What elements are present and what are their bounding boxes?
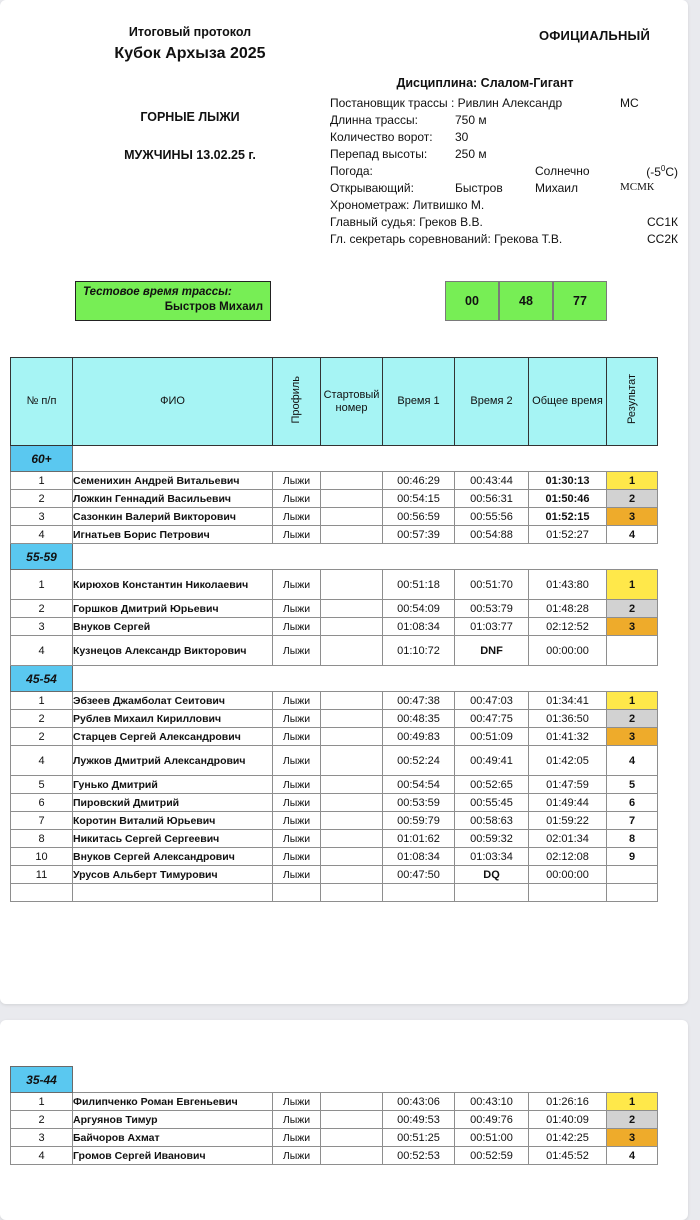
table-row[interactable] [11,746,658,776]
info-label: Постановщик трассы : Ривлин Александр [330,96,563,110]
cell-start-number [321,490,383,508]
col-header-time-1: Время 1 [383,358,455,446]
cell-fio: Старцев Сергей Александрович [73,728,273,746]
cell-start-number [321,884,383,902]
cell-fio: Ложкин Геннадий Васильевич [73,490,273,508]
cell-fio: Сазонкин Валерий Викторович [73,508,273,526]
cell-total-time: 01:45:52 [529,1147,607,1165]
cell-number: 4 [11,1147,73,1165]
cell-time-2: 00:51:00 [455,1129,529,1147]
cell-total-time: 01:34:41 [529,692,607,710]
cell-time-2: 00:55:56 [455,508,529,526]
cell-number: 2 [11,728,73,746]
cell-total-time: 00:00:00 [529,866,607,884]
info-label: Главный судья: Греков В.В. [330,215,483,229]
cell-time-2: 00:43:44 [455,472,529,490]
cell-fio: Байчоров Ахмат [73,1129,273,1147]
results-table-page-1 [10,357,658,902]
cell-time-2: 00:43:10 [455,1093,529,1111]
info-label: Погода: [330,164,373,178]
info-label: Открывающий: [330,181,414,195]
cell-total-time: 01:48:28 [529,600,607,618]
cell-total-time: 01:41:32 [529,728,607,746]
cell-start-number [321,508,383,526]
cell-time-2: 01:03:77 [455,618,529,636]
cell-number [11,884,73,902]
cell-start-number [321,728,383,746]
cell-total-time: 01:42:25 [529,1129,607,1147]
cell-time-1: 01:08:34 [383,618,455,636]
cell-fio: Громов Сергей Иванович [73,1147,273,1165]
cell-result [607,884,658,902]
cell-fio: Коротин Виталий Юрьевич [73,812,273,830]
cell-result: 2 [607,490,658,508]
cell-fio: Внуков Сергей [73,618,273,636]
cell-time-2: 00:54:88 [455,526,529,544]
cell-time-1: 00:52:53 [383,1147,455,1165]
cell-time-1: 00:56:59 [383,508,455,526]
cell-start-number [321,618,383,636]
cell-time-2: 00:52:65 [455,776,529,794]
cell-time-2: 01:03:34 [455,848,529,866]
cell-result: 5 [607,776,658,794]
cell-time-2: 00:51:70 [455,570,529,600]
info-value: Быстров [455,181,503,195]
cell-profile: Лыжи [273,490,321,508]
cell-time-1: 00:49:83 [383,728,455,746]
event-info-row [330,113,678,130]
cell-total-time: 01:43:80 [529,570,607,600]
table-row[interactable] [11,884,658,902]
cell-total-time: 02:01:34 [529,830,607,848]
cell-start-number [321,830,383,848]
cell-profile: Лыжи [273,1147,321,1165]
cell-fio: Никитась Сергей Сергеевич [73,830,273,848]
cell-start-number [321,692,383,710]
cell-fio: Семенихин Андрей Витальевич [73,472,273,490]
table-row[interactable] [11,692,658,710]
cell-time-1: 00:46:29 [383,472,455,490]
info-code: МС [620,96,639,110]
cell-time-1: 00:54:09 [383,600,455,618]
col-header-time-2: Время 2 [455,358,529,446]
cell-time-2: 00:56:31 [455,490,529,508]
table-row[interactable] [11,472,658,490]
cell-start-number [321,746,383,776]
info-value-2: Михаил [535,181,578,195]
category-row [11,1067,658,1093]
cell-number: 10 [11,848,73,866]
cell-total-time: 01:47:59 [529,776,607,794]
cell-result: 3 [607,728,658,746]
table-row[interactable] [11,710,658,728]
cell-profile: Лыжи [273,600,321,618]
cell-profile: Лыжи [273,1093,321,1111]
event-info-row [330,164,678,181]
cell-profile: Лыжи [273,526,321,544]
cell-profile: Лыжи [273,830,321,848]
cell-result: 2 [607,600,658,618]
cell-number: 4 [11,746,73,776]
category-label: 55-59 [11,544,73,570]
cell-time-2: 00:49:76 [455,1111,529,1129]
table-row[interactable] [11,508,658,526]
cell-result: 1 [607,692,658,710]
cell-number: 3 [11,508,73,526]
info-code: МСМК [620,181,655,193]
info-code: СС2К [647,232,678,246]
cell-total-time: 00:00:00 [529,636,607,666]
cell-result: 4 [607,526,658,544]
cell-number: 6 [11,794,73,812]
cell-result: 2 [607,710,658,728]
cell-result: 9 [607,848,658,866]
event-title: Кубок Архыза 2025 [114,45,266,62]
cell-start-number [321,600,383,618]
cell-number: 2 [11,1111,73,1129]
cell-time-1: 00:43:06 [383,1093,455,1111]
cell-profile: Лыжи [273,710,321,728]
table-row[interactable] [11,848,658,866]
table-header-row [11,358,658,446]
cell-result: 4 [607,1147,658,1165]
info-code: $(-5^0С)$ [646,164,678,179]
cell-time-1: 00:59:79 [383,812,455,830]
cell-time-1: 00:54:54 [383,776,455,794]
event-info-row [330,232,678,249]
cell-fio: Пировский Дмитрий [73,794,273,812]
cell-start-number [321,848,383,866]
cell-time-2: 00:49:41 [455,746,529,776]
cell-time-1: 00:57:39 [383,526,455,544]
cell-total-time: 02:12:08 [529,848,607,866]
table-row[interactable] [11,776,658,794]
table-row[interactable] [11,570,658,600]
test-time-cell: 77 [553,281,607,321]
table-row[interactable] [11,636,658,666]
cell-fio: Рублев Михаил Кириллович [73,710,273,728]
event-info-row [330,198,678,215]
cell-fio: Кузнецов Александр Викторович [73,636,273,666]
cell-start-number [321,776,383,794]
cell-number: 2 [11,490,73,508]
cell-time-2: 00:58:63 [455,812,529,830]
info-label: Гл. секретарь соревнований: Грекова Т.В. [330,232,563,246]
cell-time-2: 00:52:59 [455,1147,529,1165]
info-label: Перепад высоты: [330,147,428,161]
cell-profile: Лыжи [273,570,321,600]
cell-start-number [321,472,383,490]
test-time-cell: 00 [445,281,499,321]
cell-total-time: 01:49:44 [529,794,607,812]
cell-fio: Эбзеев Джамболат Сеитович [73,692,273,710]
info-value: 250 м [455,147,487,161]
cell-result: 1 [607,570,658,600]
discipline-label: Дисциплина: Слалом-Гигант [396,76,574,90]
cell-result: 8 [607,830,658,848]
cell-start-number [321,1093,383,1111]
cell-time-2: 00:55:45 [455,794,529,812]
info-label: Количество ворот: [330,130,433,144]
cell-time-2: 00:53:79 [455,600,529,618]
cell-number: 4 [11,636,73,666]
cell-time-2: 00:47:03 [455,692,529,710]
cell-profile: Лыжи [273,848,321,866]
category-blank [73,1067,658,1093]
cell-total-time: 01:59:22 [529,812,607,830]
table-row[interactable] [11,866,658,884]
cell-profile: Лыжи [273,866,321,884]
cell-number: 3 [11,1129,73,1147]
event-info-row [330,215,678,232]
cell-start-number [321,812,383,830]
cell-profile: Лыжи [273,812,321,830]
test-time-cell: 48 [499,281,553,321]
cell-result: 2 [607,1111,658,1129]
cell-number: 1 [11,570,73,600]
cell-number: 11 [11,866,73,884]
cell-total-time: 01:52:27 [529,526,607,544]
cell-number: 2 [11,710,73,728]
event-info-row [330,147,678,164]
cell-time-1: 00:47:38 [383,692,455,710]
cell-result [607,636,658,666]
cell-start-number [321,1129,383,1147]
info-code: СС1К [647,215,678,229]
table-row[interactable] [11,618,658,636]
cell-start-number [321,794,383,812]
table-row[interactable] [11,526,658,544]
cell-time-1: 00:49:53 [383,1111,455,1129]
official-stamp: ОФИЦИАЛЬНЫЙ [538,28,650,43]
cell-number: 1 [11,472,73,490]
cell-number: 5 [11,776,73,794]
cell-time-2 [455,884,529,902]
cell-time-1: 01:10:72 [383,636,455,666]
test-time-title: Тестовое время трассы: [83,286,232,298]
category-row [11,666,658,692]
cell-result: 3 [607,508,658,526]
cell-time-1 [383,884,455,902]
cell-start-number [321,526,383,544]
results-body-page-1 [11,446,658,902]
cell-total-time: 02:12:52 [529,618,607,636]
table-row[interactable] [11,1111,658,1129]
cell-start-number [321,710,383,728]
info-label: Длинна трассы: [330,113,418,127]
cell-profile: Лыжи [273,636,321,666]
cell-start-number [321,1111,383,1129]
cell-total-time: 01:40:09 [529,1111,607,1129]
cell-time-2: 00:59:32 [455,830,529,848]
category-date-label: МУЖЧИНЫ 13.02.25 г. [124,148,256,162]
cell-profile: Лыжи [273,1111,321,1129]
cell-result: 1 [607,1093,658,1111]
col-header-result: Результат [607,358,658,446]
category-blank [73,544,658,570]
cell-time-1: 00:48:35 [383,710,455,728]
category-blank [73,446,658,472]
cell-number: 3 [11,618,73,636]
cell-number: 1 [11,1093,73,1111]
protocol-header [0,0,688,270]
cell-profile: Лыжи [273,746,321,776]
cell-time-1: 01:08:34 [383,848,455,866]
cell-time-1: 00:47:50 [383,866,455,884]
test-time-values [445,281,607,321]
cell-total-time: 01:36:50 [529,710,607,728]
col-header-fio: ФИО [73,358,273,446]
table-row[interactable] [11,1147,658,1165]
cell-time-2: DNF [455,636,529,666]
cell-result: 6 [607,794,658,812]
cell-number: 7 [11,812,73,830]
cell-number: 1 [11,692,73,710]
cell-fio: Внуков Сергей Александрович [73,848,273,866]
cell-profile [273,884,321,902]
cell-profile: Лыжи [273,794,321,812]
cell-number: 4 [11,526,73,544]
category-label: 45-54 [11,666,73,692]
results-table-page-2 [10,1066,658,1165]
cell-time-2: DQ [455,866,529,884]
cell-start-number [321,636,383,666]
cell-total-time: 01:26:16 [529,1093,607,1111]
event-info-row [330,96,678,113]
cell-number: 2 [11,600,73,618]
cell-total-time: 01:50:46 [529,490,607,508]
table-row[interactable] [11,1129,658,1147]
sport-label: ГОРНЫЕ ЛЫЖИ [140,110,240,124]
category-row [11,446,658,472]
cell-fio: Кирюхов Константин Николаевич [73,570,273,600]
cell-fio: Урусов Альберт Тимурович [73,866,273,884]
info-value: 750 м [455,113,487,127]
cell-fio: Аргуянов Тимур [73,1111,273,1129]
cell-total-time: 01:52:15 [529,508,607,526]
cell-profile: Лыжи [273,728,321,746]
cell-fio: Филипченко Роман Евгеньевич [73,1093,273,1111]
document-page-2 [0,1020,688,1220]
info-label: Хронометраж: Литвишко М. [330,198,485,212]
cell-start-number [321,866,383,884]
cell-profile: Лыжи [273,1129,321,1147]
category-row [11,544,658,570]
col-header-profile: Профиль [273,358,321,446]
table-row[interactable] [11,600,658,618]
cell-result: 7 [607,812,658,830]
cell-result [607,866,658,884]
category-label: 35-44 [11,1067,73,1093]
col-header-total-time: Общее время [529,358,607,446]
cell-profile: Лыжи [273,508,321,526]
cell-fio: Игнатьев Борис Петрович [73,526,273,544]
cell-result: 1 [607,472,658,490]
cell-fio: Горшков Дмитрий Юрьевич [73,600,273,618]
event-info-row [330,181,678,198]
col-header-number: № п/п [11,358,73,446]
cell-result: 3 [607,1129,658,1147]
info-value: 30 [455,130,469,144]
cell-time-1: 00:51:25 [383,1129,455,1147]
table-row[interactable] [11,490,658,508]
cell-fio [73,884,273,902]
cell-total-time [529,884,607,902]
category-blank [73,666,658,692]
cell-profile: Лыжи [273,618,321,636]
table-row[interactable] [11,1093,658,1111]
cell-fio: Гунько Дмитрий [73,776,273,794]
cell-time-1: 00:51:18 [383,570,455,600]
cell-profile: Лыжи [273,692,321,710]
test-time-box [75,281,271,321]
cell-time-1: 01:01:62 [383,830,455,848]
cell-profile: Лыжи [273,776,321,794]
table-row[interactable] [11,728,658,746]
test-time-name: Быстров Михаил [164,301,263,313]
cell-fio: Лужков Дмитрий Александрович [73,746,273,776]
cell-time-1: 00:53:59 [383,794,455,812]
cell-start-number [321,570,383,600]
table-row[interactable] [11,830,658,848]
table-row[interactable] [11,812,658,830]
cell-time-1: 00:54:15 [383,490,455,508]
info-value-2: Солнечно [535,164,590,178]
event-info-row [330,130,678,147]
table-row[interactable] [11,794,658,812]
cell-time-1: 00:52:24 [383,746,455,776]
cell-result: 3 [607,618,658,636]
cell-total-time: 01:42:05 [529,746,607,776]
col-header-start-number: Стартовый номер [321,358,383,446]
cell-time-2: 00:51:09 [455,728,529,746]
cell-number: 8 [11,830,73,848]
category-label: 60+ [11,446,73,472]
cell-result: 4 [607,746,658,776]
cell-start-number [321,1147,383,1165]
cell-profile: Лыжи [273,472,321,490]
cell-time-2: 00:47:75 [455,710,529,728]
protocol-label: Итоговый протокол [128,25,252,39]
results-body-page-2 [11,1067,658,1165]
cell-total-time: 01:30:13 [529,472,607,490]
